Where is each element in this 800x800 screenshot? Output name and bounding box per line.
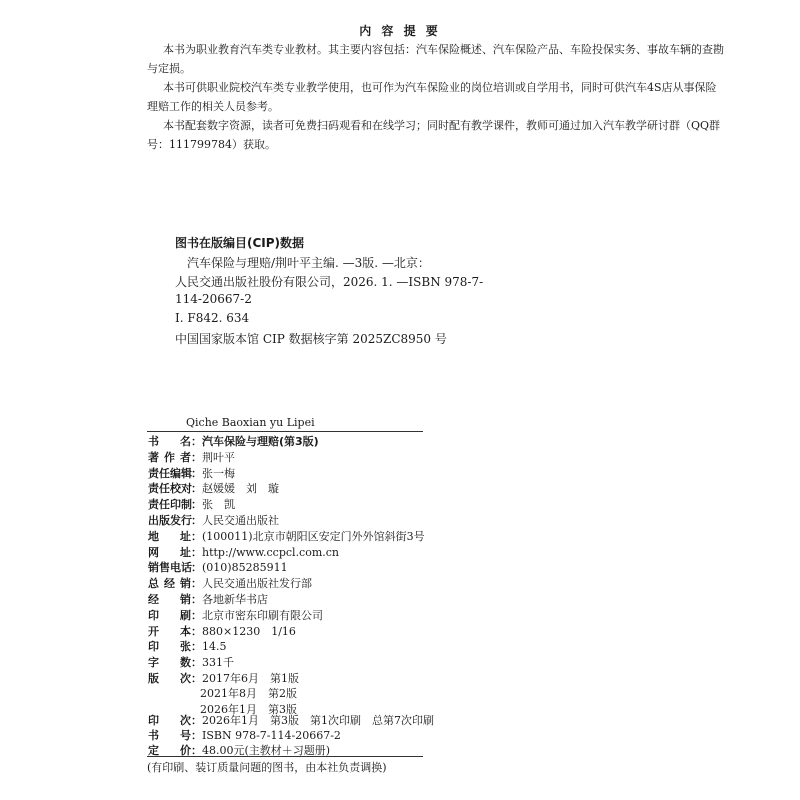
summary-paragraph-1-line-1: 本书为职业教育汽车类专业教材。其主要内容包括：汽车保险概述、汽车保险产品、车险投保实务、事故车辆的查勘: [163, 43, 724, 56]
colophon-row: [148, 624, 296, 640]
edition-3-line: 2026年1月 第3版: [200, 703, 297, 716]
colophon-row: [148, 560, 288, 576]
colophon-row: [148, 434, 319, 450]
colophon-row: [148, 513, 279, 529]
colophon-value: 张 凯: [202, 498, 235, 512]
colophon-colon: ：: [191, 482, 202, 496]
cip-line-5: 中国国家版本馆 CIP 数据核字第 2025ZC8950 号: [175, 332, 447, 346]
colophon-value: 张一梅: [202, 466, 235, 480]
summary-paragraph-3-line-1: 本书配套数字资源，读者可免费扫码观看和在线学习；同时配有教学课件，教师可通过加入汽车教学研讨群（QQ群: [163, 119, 721, 132]
cip-line-2: 人民交通出版社股份有限公司，2026. 1. —ISBN 978-7-: [175, 275, 484, 289]
colophon-label: 开 本: [148, 624, 191, 638]
colophon-label: 责任编辑: [148, 466, 192, 480]
colophon-colon: ：: [191, 729, 202, 742]
colophon-label: 著作者: [148, 450, 191, 464]
colophon-colon: ：: [191, 466, 202, 480]
colophon-value: 880×1230 1/16: [202, 624, 296, 638]
colophon-colon: ：: [191, 640, 202, 654]
edition-2-line: 2021年8月 第2版: [200, 687, 297, 700]
colophon-label: 定 价: [148, 744, 191, 757]
colophon-label: 经 销: [148, 593, 191, 606]
colophon-label: 责任印制: [148, 498, 192, 512]
colophon-row: [148, 713, 434, 729]
divider-bottom: [147, 756, 423, 757]
colophon-label: 地 址: [148, 529, 191, 543]
colophon-value: 汽车保险与理赔(第3版): [202, 435, 319, 448]
colophon-value: 331千: [202, 656, 234, 670]
quality-note: (有印刷、装订质量问题的图书，由本社负责调换): [147, 761, 387, 774]
colophon-row: [148, 639, 227, 655]
colophon-colon: ：: [191, 714, 202, 727]
colophon-row: [148, 576, 312, 592]
colophon-colon: ：: [191, 608, 202, 622]
colophon-value: 人民交通出版社发行部: [202, 577, 312, 591]
colophon-value: 48.00元(主教材＋习题册): [202, 744, 331, 757]
cip-line-4: Ⅰ. F842. 634: [175, 311, 250, 325]
colophon-row: [148, 545, 339, 561]
colophon-row: [148, 608, 323, 624]
colophon-colon: ：: [191, 672, 202, 685]
colophon-value: (010)85285911: [202, 561, 288, 575]
colophon-row: [148, 529, 425, 545]
colophon-value: 各地新华书店: [202, 593, 268, 606]
colophon-value: 人民交通出版社: [202, 514, 279, 527]
colophon-label: 出版发行: [148, 514, 192, 527]
colophon-value: 赵媛媛 刘 璇: [202, 482, 279, 496]
colophon-value: 2026年1月 第3版 第1次印刷 总第7次印刷: [202, 714, 434, 727]
colophon-label: 版 次: [148, 672, 191, 685]
colophon-row: [148, 592, 268, 608]
colophon-colon: ：: [191, 561, 202, 575]
colophon-label: 总经销: [148, 577, 191, 591]
colophon-colon: ：: [191, 529, 202, 543]
colophon-row: [148, 671, 299, 687]
cip-title: 图书在版编目(CIP)数据: [175, 236, 305, 250]
colophon-row: [148, 481, 279, 497]
colophon-label: 书 号: [148, 729, 191, 742]
colophon-colon: ：: [191, 450, 202, 464]
colophon-label: 印 次: [148, 714, 191, 727]
colophon-label: 网 址: [148, 545, 191, 559]
colophon-label: 书 名: [148, 435, 191, 448]
summary-paragraph-3-line-2: 号：111799784）获取。: [147, 138, 276, 151]
colophon-colon: ：: [191, 624, 202, 638]
colophon-row: [148, 497, 235, 513]
summary-paragraph-2-line-2: 理赔工作的相关人员参考。: [147, 100, 279, 113]
colophon-colon: ：: [191, 498, 202, 512]
divider-top: [147, 431, 423, 432]
colophon-value: (100011)北京市朝阳区安定门外外馆斜街3号: [202, 529, 425, 543]
colophon-value: 荆叶平: [202, 450, 235, 464]
pinyin-title: Qiche Baoxian yu Lipei: [186, 416, 315, 429]
colophon-colon: ：: [191, 744, 202, 757]
colophon-row: [148, 728, 341, 744]
colophon-value: ISBN 978-7-114-20667-2: [202, 729, 341, 742]
colophon-label: 印 张: [148, 640, 191, 654]
colophon-value: http://www.ccpcl.com.cn: [202, 545, 340, 559]
colophon-label: 印 刷: [148, 608, 191, 622]
colophon-row: [148, 450, 235, 466]
colophon-colon: ：: [191, 514, 202, 527]
colophon-colon: ：: [191, 577, 202, 591]
cip-line-3: 114-20667-2: [175, 292, 252, 306]
colophon-row: [148, 655, 234, 671]
colophon-colon: ：: [191, 545, 202, 559]
summary-paragraph-1-line-2: 与定损。: [147, 62, 191, 75]
colophon-colon: ：: [191, 435, 202, 448]
colophon-colon: ：: [191, 656, 202, 670]
colophon-row: [148, 466, 235, 482]
colophon-value: 2017年6月 第1版: [202, 672, 299, 685]
summary-title: 内 容 提 要: [359, 24, 441, 38]
cip-line-1: 汽车保险与理赔/荆叶平主编. —3版. —北京：: [187, 256, 430, 270]
colophon-label: 销售电话: [148, 561, 192, 575]
summary-paragraph-2-line-1: 本书可供职业院校汽车类专业教学使用，也可作为汽车保险业的岗位培训或自学用书，同时可供汽车4S店从事保险: [163, 81, 717, 94]
colophon-label: 字 数: [148, 656, 191, 670]
colophon-value: 14.5: [202, 640, 227, 654]
colophon-value: 北京市密东印刷有限公司: [202, 608, 323, 622]
colophon-label: 责任校对: [148, 482, 192, 496]
colophon-colon: ：: [191, 593, 202, 606]
